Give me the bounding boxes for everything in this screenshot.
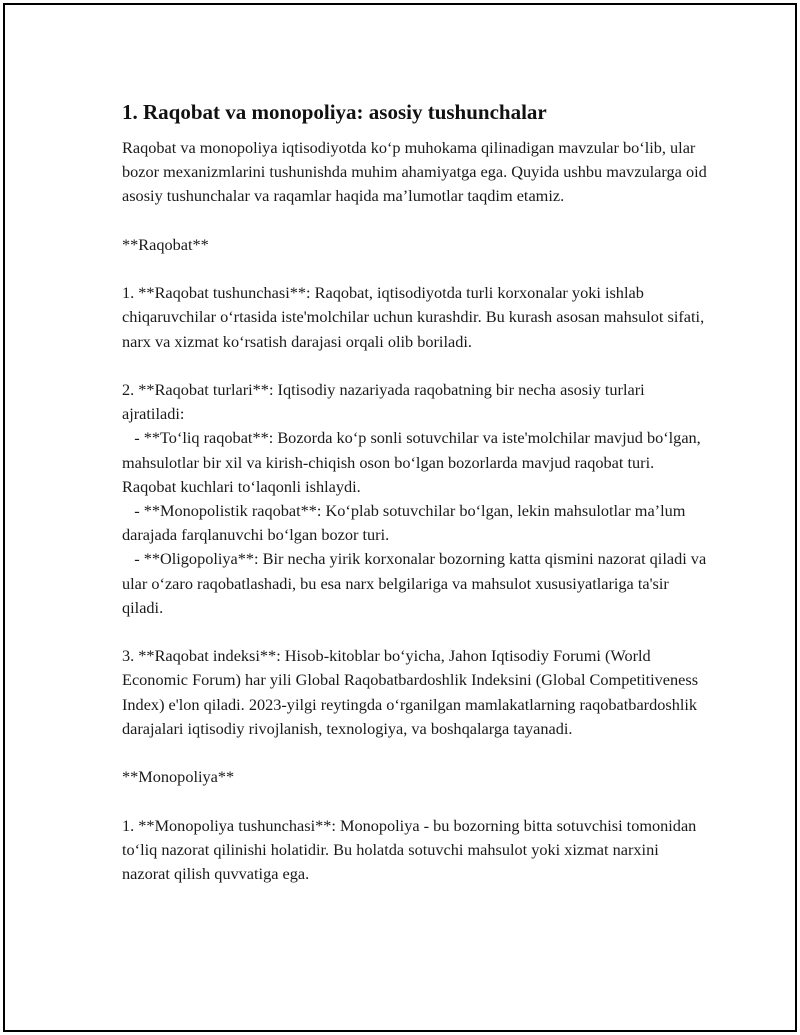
- paragraph-gap: [122, 789, 707, 813]
- paragraph-gap: [122, 741, 707, 765]
- paragraph-gap: [122, 620, 707, 644]
- raqobat-item-2: 2. **Raqobat turlari**: Iqtisodiy nazariyada raqobatning bir necha asosiy turlari ajratiladi: - **To‘liq raqobat**: Bozorda ko‘p sonli sotuvchilar va iste'molchilar mavjud bo‘lgan, mahsulotlar bir xil va kirish-chiqish oson bo‘lgan bozorlarda mavjud raqobat turi. Raqobat kuchlari to‘laqonli ishlaydi. - **Monopolistik raqobat**: Ko‘plab sotuvchilar bo‘lgan, lekin mahsulotlar ma’lum darajada farqlanuvchi bo‘lgan bozor turi. - **Oligopoliya**: Bir necha yirik korxonalar bozorning katta qismini nazorat qiladi va ular o‘zaro raqobatlashadi, bu esa narx belgilariga va mahsulot xususiyatlariga ta'sir qiladi.: [122, 379, 707, 617]
- raqobat-item-1: 1. **Raqobat tushunchasi**: Raqobat, iqtisodiyotda turli korxonalar yoki ishlab chiqaruvchilar o‘rtasida iste'molchilar uchun kurashdir. Bu kurash asosan mahsulot sifati, narx va xizmat ko‘rsatish darajasi orqali olib boriladi.: [122, 283, 709, 351]
- intro-paragraph: Raqobat va monopoliya iqtisodiyotda ko‘p muhokama qilinadigan mavzular bo‘lib, ular bozor mexanizmlarini tushunishda muhim ahamiyatga ega. Quyida ushbu mavzularga oid asosiy tushunchalar va raqamlar haqida ma’lumotlar taqdim etamiz.: [122, 138, 711, 206]
- paragraph-gap: [122, 257, 707, 281]
- section-heading-raqobat: **Raqobat**: [122, 234, 209, 254]
- page-frame: [3, 3, 797, 1032]
- document-body: [122, 98, 711, 886]
- paragraph-gap: [122, 354, 707, 378]
- monopoliya-item-1: 1. **Monopoliya tushunchasi**: Monopoliya - bu bozorning bitta sotuvchisi tomonidan to‘liq nazorat qilinishi holatidir. Bu holatda sotuvchi mahsulot yoki xizmat narxini nazorat qilish quvvatiga ega.: [122, 815, 701, 883]
- document-title: 1. Raqobat va monopoliya: asosiy tushunchalar: [122, 100, 547, 124]
- raqobat-item-3: 3. **Raqobat indeksi**: Hisob-kitoblar bo‘yicha, Jahon Iqtisodiy Forumi (World Economic Forum) har yili Global Raqobatbardoshlik Indeksini (Global Competitiveness Index) e'lon qiladi. 2023-yilgi reytingda o‘rganilgan mamlakatlarning raqobatbardoshlik darajalari iqtisodiy rivojlanish, texnologiya, va boshqalarga tayanadi.: [122, 646, 703, 738]
- section-heading-monopoliya: **Monopoliya**: [122, 767, 235, 787]
- paragraph-gap: [122, 209, 707, 233]
